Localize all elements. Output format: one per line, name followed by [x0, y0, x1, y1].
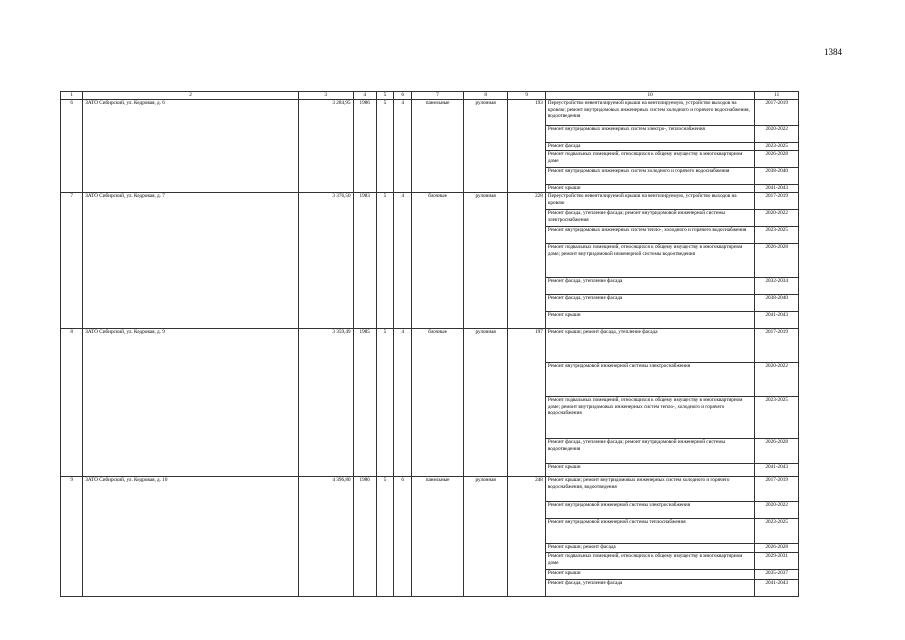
work-period-cell: 2032-2034 — [755, 277, 799, 294]
table-row — [61, 328, 799, 362]
work-description-cell: Ремонт фасада, утепление фасада — [545, 579, 755, 596]
floors-cell: 5 — [376, 476, 393, 596]
work-period-cell: 2026-2028 — [755, 150, 799, 167]
address-cell: ЗАТО Сибирский, ул. Кедровая, д. 9 — [83, 328, 299, 476]
residents-cell: 248 — [508, 476, 545, 596]
work-description-cell: Ремонт крыши; ремонт фасада — [545, 543, 755, 552]
work-description-cell: Переустройство невентилируемой крыши на вентилируемую, устройство выходов на кровлю; ремонт внутридомовых инженерных систем холодного и горячего водоснабжения, водоотведения — [545, 99, 755, 125]
residents-cell: 197 — [508, 328, 545, 476]
floors-cell: 5 — [376, 328, 393, 476]
work-description-cell: Ремонт крыши; ремонт внутридомовых инженерных систем холодного и горячего водоснабжения, водоотведения — [545, 476, 755, 501]
work-period-cell: 2026-2028 — [755, 543, 799, 552]
work-description-cell: Ремонт внутридомовых инженерных систем холодного и горячего водоснабжения — [545, 167, 755, 184]
work-period-cell: 2023-2025 — [755, 518, 799, 543]
entrances-cell: 4 — [394, 192, 412, 328]
work-period-cell: 2020-2022 — [755, 125, 799, 142]
work-description-cell: Ремонт крыши; ремонт фасада, утепление фасада — [545, 328, 755, 362]
work-description-cell: Ремонт внутридомовых инженерных систем тепло-, холодного и горячего водоснабжения — [545, 226, 755, 243]
work-period-cell: 2017-2019 — [755, 328, 799, 362]
table-row — [61, 476, 799, 501]
residents-cell: 228 — [508, 192, 545, 328]
walls-cell: панельные — [412, 99, 464, 192]
work-period-cell: 2020-2022 — [755, 501, 799, 518]
entrances-cell: 6 — [394, 476, 412, 596]
work-description-cell: Ремонт крыши — [545, 569, 755, 579]
work-description-cell: Ремонт внутридомовых инженерных систем электро-, теплоснабжения — [545, 125, 755, 142]
work-period-cell: 2035-2037 — [755, 569, 799, 579]
work-description-cell: Ремонт фасада — [545, 142, 755, 150]
work-period-cell: 2041-2043 — [755, 463, 799, 476]
work-period-cell: 2023-2025 — [755, 226, 799, 243]
work-description-cell: Ремонт внутридомовой инженерной системы теплоснабжения — [545, 518, 755, 543]
area-cell: 3 359,49 — [298, 328, 353, 476]
row-number: 6 — [61, 99, 83, 192]
roof-cell: рулонная — [463, 328, 508, 476]
work-period-cell: 2020-2022 — [755, 209, 799, 226]
col-header: 5 — [376, 92, 393, 100]
col-header: 1 — [61, 92, 83, 100]
work-period-cell: 2038-2040 — [755, 294, 799, 311]
year-cell: 1983 — [353, 192, 376, 328]
col-header: 6 — [394, 92, 412, 100]
residents-cell: 193 — [508, 99, 545, 192]
address-cell: ЗАТО Сибирский, ул. Кедровая, д. 6 — [83, 99, 299, 192]
work-description-cell: Ремонт фасада, утепление фасада — [545, 277, 755, 294]
work-description-cell: Ремонт внутридомовой инженерной системы электроснабжения — [545, 501, 755, 518]
work-period-cell: 2041-2043 — [755, 311, 799, 328]
column-number-row — [61, 92, 799, 100]
area-cell: 3 284,95 — [298, 99, 353, 192]
roof-cell: рулонная — [463, 99, 508, 192]
walls-cell: блочные — [412, 192, 464, 328]
year-cell: 1986 — [353, 476, 376, 596]
work-description-cell: Ремонт подвальных помещений, относящихся к общему имуществу в многоквартирном доме — [545, 552, 755, 569]
work-period-cell: 2038-2040 — [755, 167, 799, 184]
roof-cell: рулонная — [463, 192, 508, 328]
work-description-cell: Ремонт подвальных помещений, относящихся к общему имуществу в многоквартирном доме — [545, 150, 755, 167]
col-header: 11 — [755, 92, 799, 100]
work-period-cell: 2023-2025 — [755, 142, 799, 150]
roof-cell: рулонная — [463, 476, 508, 596]
col-header: 10 — [545, 92, 755, 100]
year-cell: 1986 — [353, 99, 376, 192]
walls-cell: блочные — [412, 328, 464, 476]
work-period-cell: 2017-2019 — [755, 192, 799, 209]
entrances-cell: 4 — [394, 99, 412, 192]
work-period-cell: 2017-2019 — [755, 476, 799, 501]
col-header: 9 — [508, 92, 545, 100]
floors-cell: 5 — [376, 99, 393, 192]
work-period-cell: 2020-2022 — [755, 362, 799, 396]
col-header: 8 — [463, 92, 508, 100]
floors-cell: 5 — [376, 192, 393, 328]
area-cell: 4 396,80 — [298, 476, 353, 596]
work-description-cell: Ремонт фасада, утепление фасада; ремонт внутридомовой инженерной системы водоотведения — [545, 438, 755, 463]
work-description-cell: Ремонт крыши — [545, 311, 755, 328]
work-description-cell: Ремонт внутридомовой инженерной системы электроснабжения — [545, 362, 755, 396]
address-cell: ЗАТО Сибирский, ул. Кедровая, д. 7 — [83, 192, 299, 328]
work-description-cell: Ремонт подвальных помещений, относящихся к общему имуществу в многоквартирном доме; ремонт внутридомовых инженерных систем тепло-, холодного и горячего водоснабжения — [545, 396, 755, 438]
table-row — [61, 192, 799, 209]
walls-cell: панельные — [412, 476, 464, 596]
work-period-cell: 2023-2025 — [755, 396, 799, 438]
work-description-cell: Ремонт крыши — [545, 184, 755, 192]
work-period-cell: 2041-2043 — [755, 184, 799, 192]
work-description-cell: Ремонт подвальных помещений, относящихся к общему имуществу в многоквартирном доме; ремонт внутридомовой инженерной системы водоотведения — [545, 243, 755, 277]
work-period-cell: 2029-2031 — [755, 552, 799, 569]
col-header: 7 — [412, 92, 464, 100]
work-period-cell: 2041-2043 — [755, 579, 799, 596]
work-description-cell: Переустройство невентилируемой крыши на вентилируемую, устройство выходов на кровлю — [545, 192, 755, 209]
page-number: 1384 — [824, 47, 842, 57]
row-number: 8 — [61, 328, 83, 476]
col-header: 4 — [353, 92, 376, 100]
area-cell: 3 376,50 — [298, 192, 353, 328]
work-description-cell: Ремонт фасада, утепление фасада — [545, 294, 755, 311]
work-description-cell: Ремонт фасада, утепление фасада; ремонт внутридомовой инженерной системы электроснабжения — [545, 209, 755, 226]
work-period-cell: 2026-2028 — [755, 243, 799, 277]
work-period-cell: 2026-2028 — [755, 438, 799, 463]
row-number: 7 — [61, 192, 83, 328]
row-number: 9 — [61, 476, 83, 596]
col-header: 3 — [298, 92, 353, 100]
work-description-cell: Ремонт крыши — [545, 463, 755, 476]
table-row — [61, 99, 799, 125]
year-cell: 1985 — [353, 328, 376, 476]
capital-repair-table — [60, 91, 799, 597]
col-header: 2 — [83, 92, 299, 100]
address-cell: ЗАТО Сибирский, ул. Кедровая, д. 10 — [83, 476, 299, 596]
work-period-cell: 2017-2019 — [755, 99, 799, 125]
entrances-cell: 4 — [394, 328, 412, 476]
